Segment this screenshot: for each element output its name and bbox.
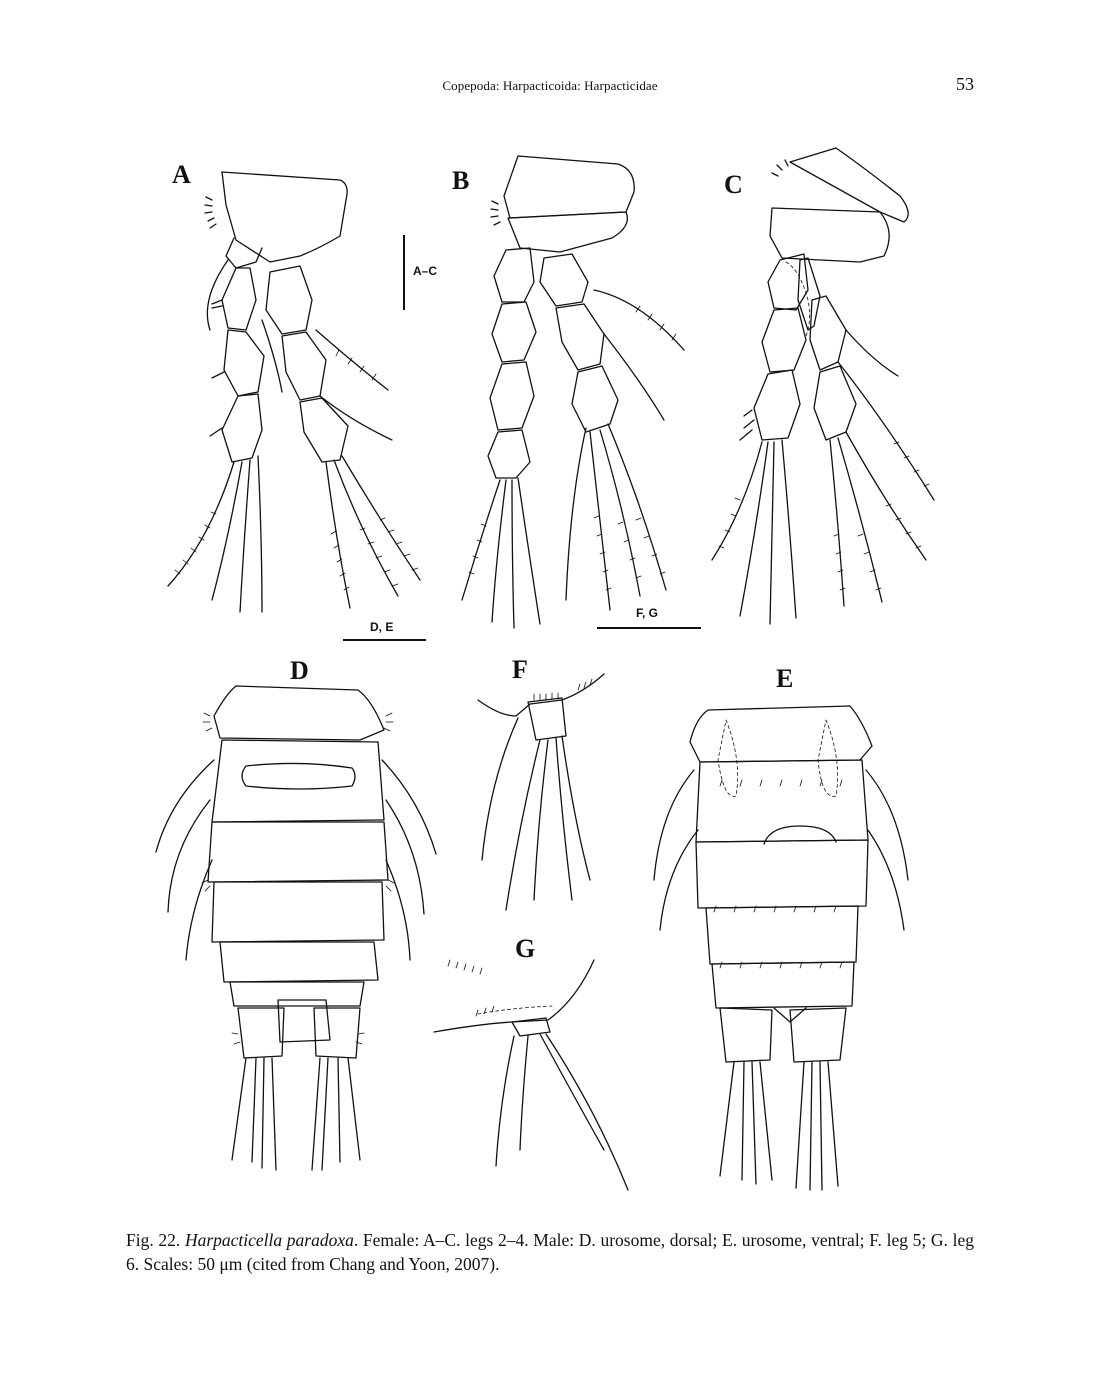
scale-label-ac: A–C <box>413 264 438 278</box>
drawing-c-leg4 <box>712 148 934 624</box>
panel-label-c: C <box>724 170 743 199</box>
panel-label-e: E <box>776 664 794 693</box>
drawing-d-urosome-dorsal <box>156 686 436 1170</box>
caption-fig-number: Fig. 22. <box>126 1230 181 1250</box>
caption-text: . Female: A–C. legs 2–4. Male: D. urosome, dorsal; E. urosome, ventral; F. leg 5; G. leg 6. Scales: 50 μm (cited from Chang and Yoon, 2007). <box>126 1230 974 1274</box>
panel-label-b: B <box>452 166 470 195</box>
drawing-g-leg6 <box>434 960 628 1190</box>
panel-label-f: F <box>512 655 528 684</box>
panel-label-a: A <box>172 160 191 189</box>
drawing-a-leg2 <box>168 172 420 612</box>
drawing-b-leg3 <box>462 156 684 628</box>
panel-label-g: G <box>515 934 536 963</box>
running-head: Copepoda: Harpacticoida: Harpacticidae <box>442 78 658 93</box>
drawing-f-leg5 <box>478 674 604 910</box>
caption-species: Harpacticella paradoxa <box>184 1230 354 1250</box>
drawing-e-urosome-ventral <box>654 706 908 1190</box>
page-number: 53 <box>956 74 974 94</box>
figure-caption <box>126 1228 974 1276</box>
scale-label-fg: F, G <box>636 606 659 620</box>
scale-label-de: D, E <box>370 620 394 634</box>
panel-label-d: D <box>290 656 309 685</box>
